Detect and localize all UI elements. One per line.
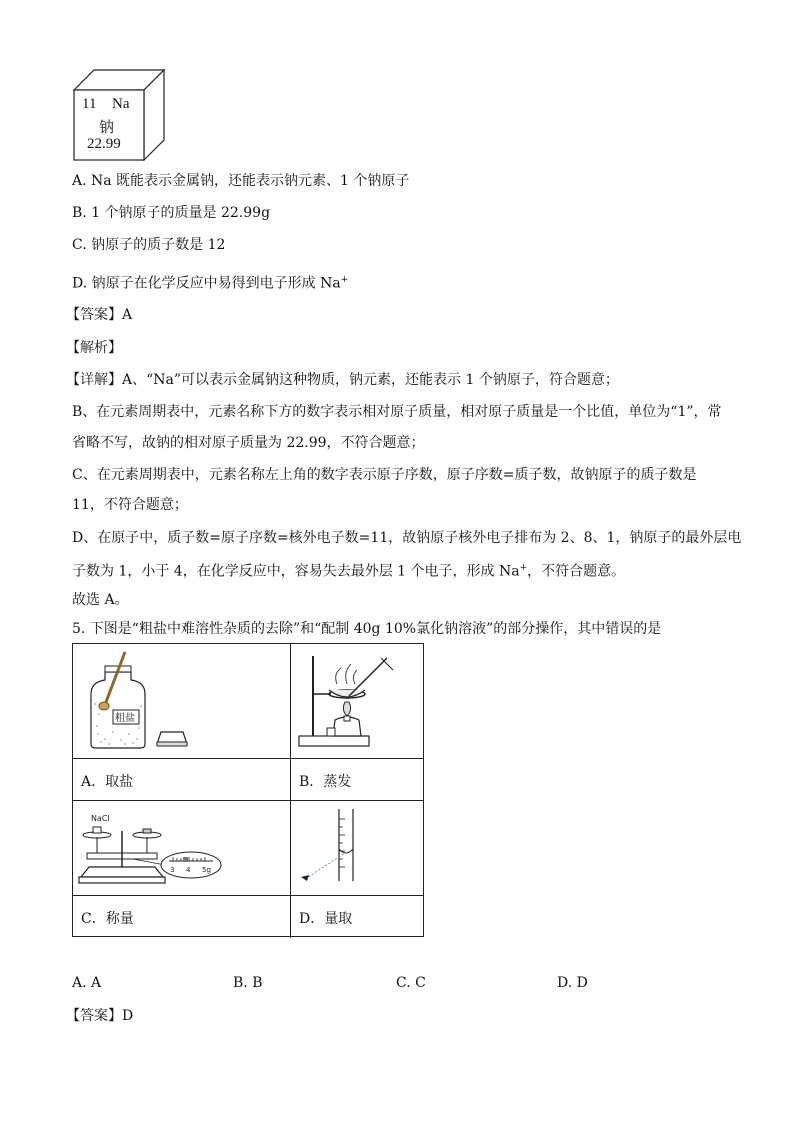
jar-label: 粗盐 <box>115 713 135 724</box>
scale-tick-5g: 5g <box>202 866 211 874</box>
q4-detail-line-8: 故选 A。 <box>72 592 129 608</box>
cell-c <box>73 896 291 938</box>
nacl-label: NaCl <box>91 814 110 823</box>
element-symbol: Na <box>112 96 130 112</box>
cell-c-image <box>73 801 291 896</box>
q4-detail-line-4: C、在元素周期表中，元素名称左上角的数字表示原子序数，原子序数=质子数，故钠原子的质子数是 <box>72 467 697 483</box>
q4-option-d-text: D. 钠原子在化学反应中易得到电子形成 Na <box>72 275 341 292</box>
cell-a <box>73 759 291 801</box>
q4-detail-line-5: 11，不符合题意； <box>72 497 188 513</box>
cell-a-image <box>73 644 291 759</box>
q5-stem: 5. 下图是“粗盐中难溶性杂质的去除”和“配制 40g 10%氯化钠溶液”的部分操作，其中错误的是 <box>72 621 662 637</box>
q4-detail-line-2: B、在元素周期表中，元素名称下方的数字表示相对原子质量，相对原子质量是一个比值，单位为“1”，常 <box>72 404 722 420</box>
q4-answer <box>66 305 132 325</box>
q4-option-d-sup: + <box>340 275 349 285</box>
answer-tag: 【答案】 <box>66 307 122 323</box>
cell-d <box>291 896 423 938</box>
q4-detail-line-3: 省略不写，故钠的相对原子质量为 22.99，不符合题意； <box>72 435 425 451</box>
detail-tag: 【详解】 <box>66 372 122 388</box>
q5-option-table <box>72 643 424 937</box>
q5-answer-value: D <box>122 1008 134 1024</box>
detail-line-7-sup: + <box>519 563 528 573</box>
cell-d-image <box>291 801 423 896</box>
element-name: 钠 <box>99 120 115 136</box>
q4-option-d <box>72 270 348 294</box>
atomic-number: 11 <box>82 96 97 112</box>
label-b: B．蒸发 <box>299 774 352 790</box>
q5-option-c: C. C <box>396 975 426 991</box>
q4-option-c: C. 钠原子的质子数是 12 <box>72 237 226 253</box>
atomic-mass: 22.99 <box>87 136 121 152</box>
q4-detail-line-7 <box>72 558 625 582</box>
cylinder-illustration <box>291 801 423 894</box>
detail-line-7-tail: ，不符合题意。 <box>527 563 626 580</box>
balance-illustration <box>73 801 289 894</box>
answer-value: A <box>122 307 133 323</box>
q5-option-a: A. A <box>72 975 102 991</box>
scale-tick-4: 4 <box>186 866 191 874</box>
evaporation-illustration <box>291 644 423 757</box>
q4-detail-line-6: D、在原子中，质子数=原子序数=核外电子数=11，故钠原子核外电子排布为 2、8、1，钠原子的最外层电 <box>72 530 742 546</box>
label-c: C．称量 <box>81 911 134 927</box>
analysis-tag: 【解析】 <box>66 340 122 356</box>
label-d: D．量取 <box>299 911 353 927</box>
label-a: A．取盐 <box>81 774 134 790</box>
detail-line-7-text: 子数为 1，小于 4，在化学反应中，容易失去最外层 1 个电子，形成 Na <box>72 563 520 580</box>
q5-answer-tag: 【答案】 <box>66 1008 122 1024</box>
q4-option-b: B. 1 个钠原子的质量是 22.99g <box>72 205 271 221</box>
detail-line-1-text: A、“Na”可以表示金属钠这种物质，钠元素，还能表示 1 个钠原子，符合题意； <box>122 372 619 388</box>
cell-b <box>291 759 423 801</box>
q4-detail-line-1 <box>66 370 619 390</box>
q4-option-a: A. Na 既能表示金属钠，还能表示钠元素、1 个钠原子 <box>72 173 410 189</box>
salt-jar-illustration <box>73 644 289 757</box>
cell-b-image <box>291 644 423 759</box>
q4-analysis-tag <box>66 338 122 358</box>
element-card <box>72 66 167 161</box>
q5-option-d: D. D <box>557 975 588 991</box>
scale-tick-3: 3 <box>170 866 175 874</box>
q5-option-b: B. B <box>233 975 263 991</box>
q5-answer <box>66 1006 133 1026</box>
